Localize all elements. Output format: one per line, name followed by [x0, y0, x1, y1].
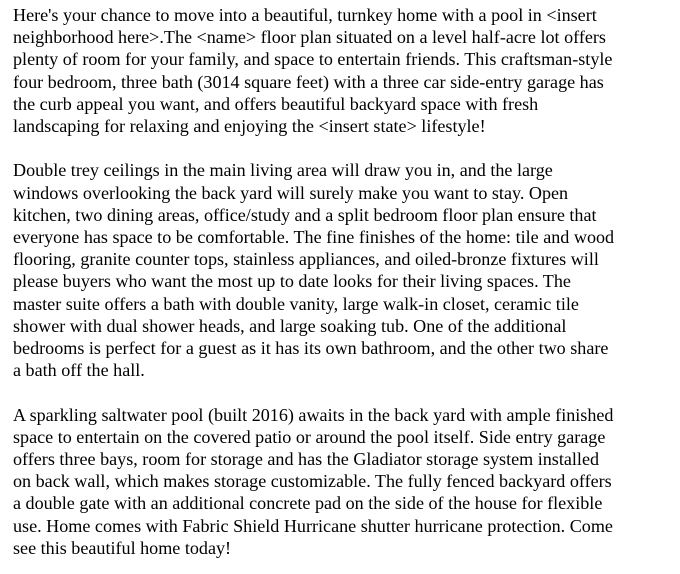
text-line: A sparkling saltwater pool (built 2016) awaits in the back yard with ample finished	[13, 404, 614, 425]
text-line: everyone has space to be comfortable. The fine finishes of the home: tile and wood	[13, 227, 615, 248]
text-line: use. Home comes with Fabric Shield Hurricane shutter hurricane protection. Come	[13, 515, 613, 536]
text-line: bedrooms is perfect for a guest as it has its own bathroom, and the other two share	[13, 338, 609, 359]
text-line: flooring, granite counter tops, stainless appliances, and oiled-bronze fixtures will	[13, 249, 599, 270]
text-line: kitchen, two dining areas, office/study and a split bedroom floor plan ensure that	[13, 204, 597, 225]
text-line: shower with dual shower heads, and large soaking tub. One of the additional	[13, 315, 567, 336]
text-line: the curb appeal you want, and offers beautiful backyard space with fresh	[13, 93, 539, 114]
paragraph-exterior	[13, 404, 680, 559]
text-line: Here's your chance to move into a beautiful, turnkey home with a pool in <insert	[13, 5, 597, 25]
text-line: space to entertain on the covered patio or around the pool itself. Side entry garage	[13, 426, 606, 447]
paragraph-interior	[13, 159, 680, 381]
text-line: Double trey ceilings in the main living area will draw you in, and the large	[13, 160, 553, 181]
text-line: a bath off the hall.	[13, 360, 145, 381]
text-line: windows overlooking the back yard will surely make you want to stay. Open	[13, 182, 569, 203]
text-line: on back wall, which makes storage customizable. The fully fenced backyard offers	[13, 471, 612, 492]
text-line: landscaping for relaxing and enjoying the <insert state> lifestyle!	[13, 116, 486, 137]
text-line: four bedroom, three bath (3014 square feet) with a three car side-entry garage has	[13, 71, 604, 92]
paragraph-intro	[13, 4, 680, 137]
text-line: please buyers who want the most up to date looks for their living spaces. The	[13, 271, 571, 292]
text-line: see this beautiful home today!	[13, 537, 232, 558]
text-line: master suite offers a bath with double vanity, large walk-in closet, ceramic tile	[13, 293, 579, 314]
text-line: offers three bays, room for storage and has the Gladiator storage system installed	[13, 449, 600, 470]
text-line: neighborhood here>.The <name> floor plan situated on a level half-acre lot offers	[13, 27, 606, 48]
listing-description	[13, 4, 680, 559]
text-line: a double gate with an additional concrete pad on the side of the house for flexible	[13, 493, 603, 514]
text-line: plenty of room for your family, and space to entertain friends. This craftsman-style	[13, 49, 613, 70]
